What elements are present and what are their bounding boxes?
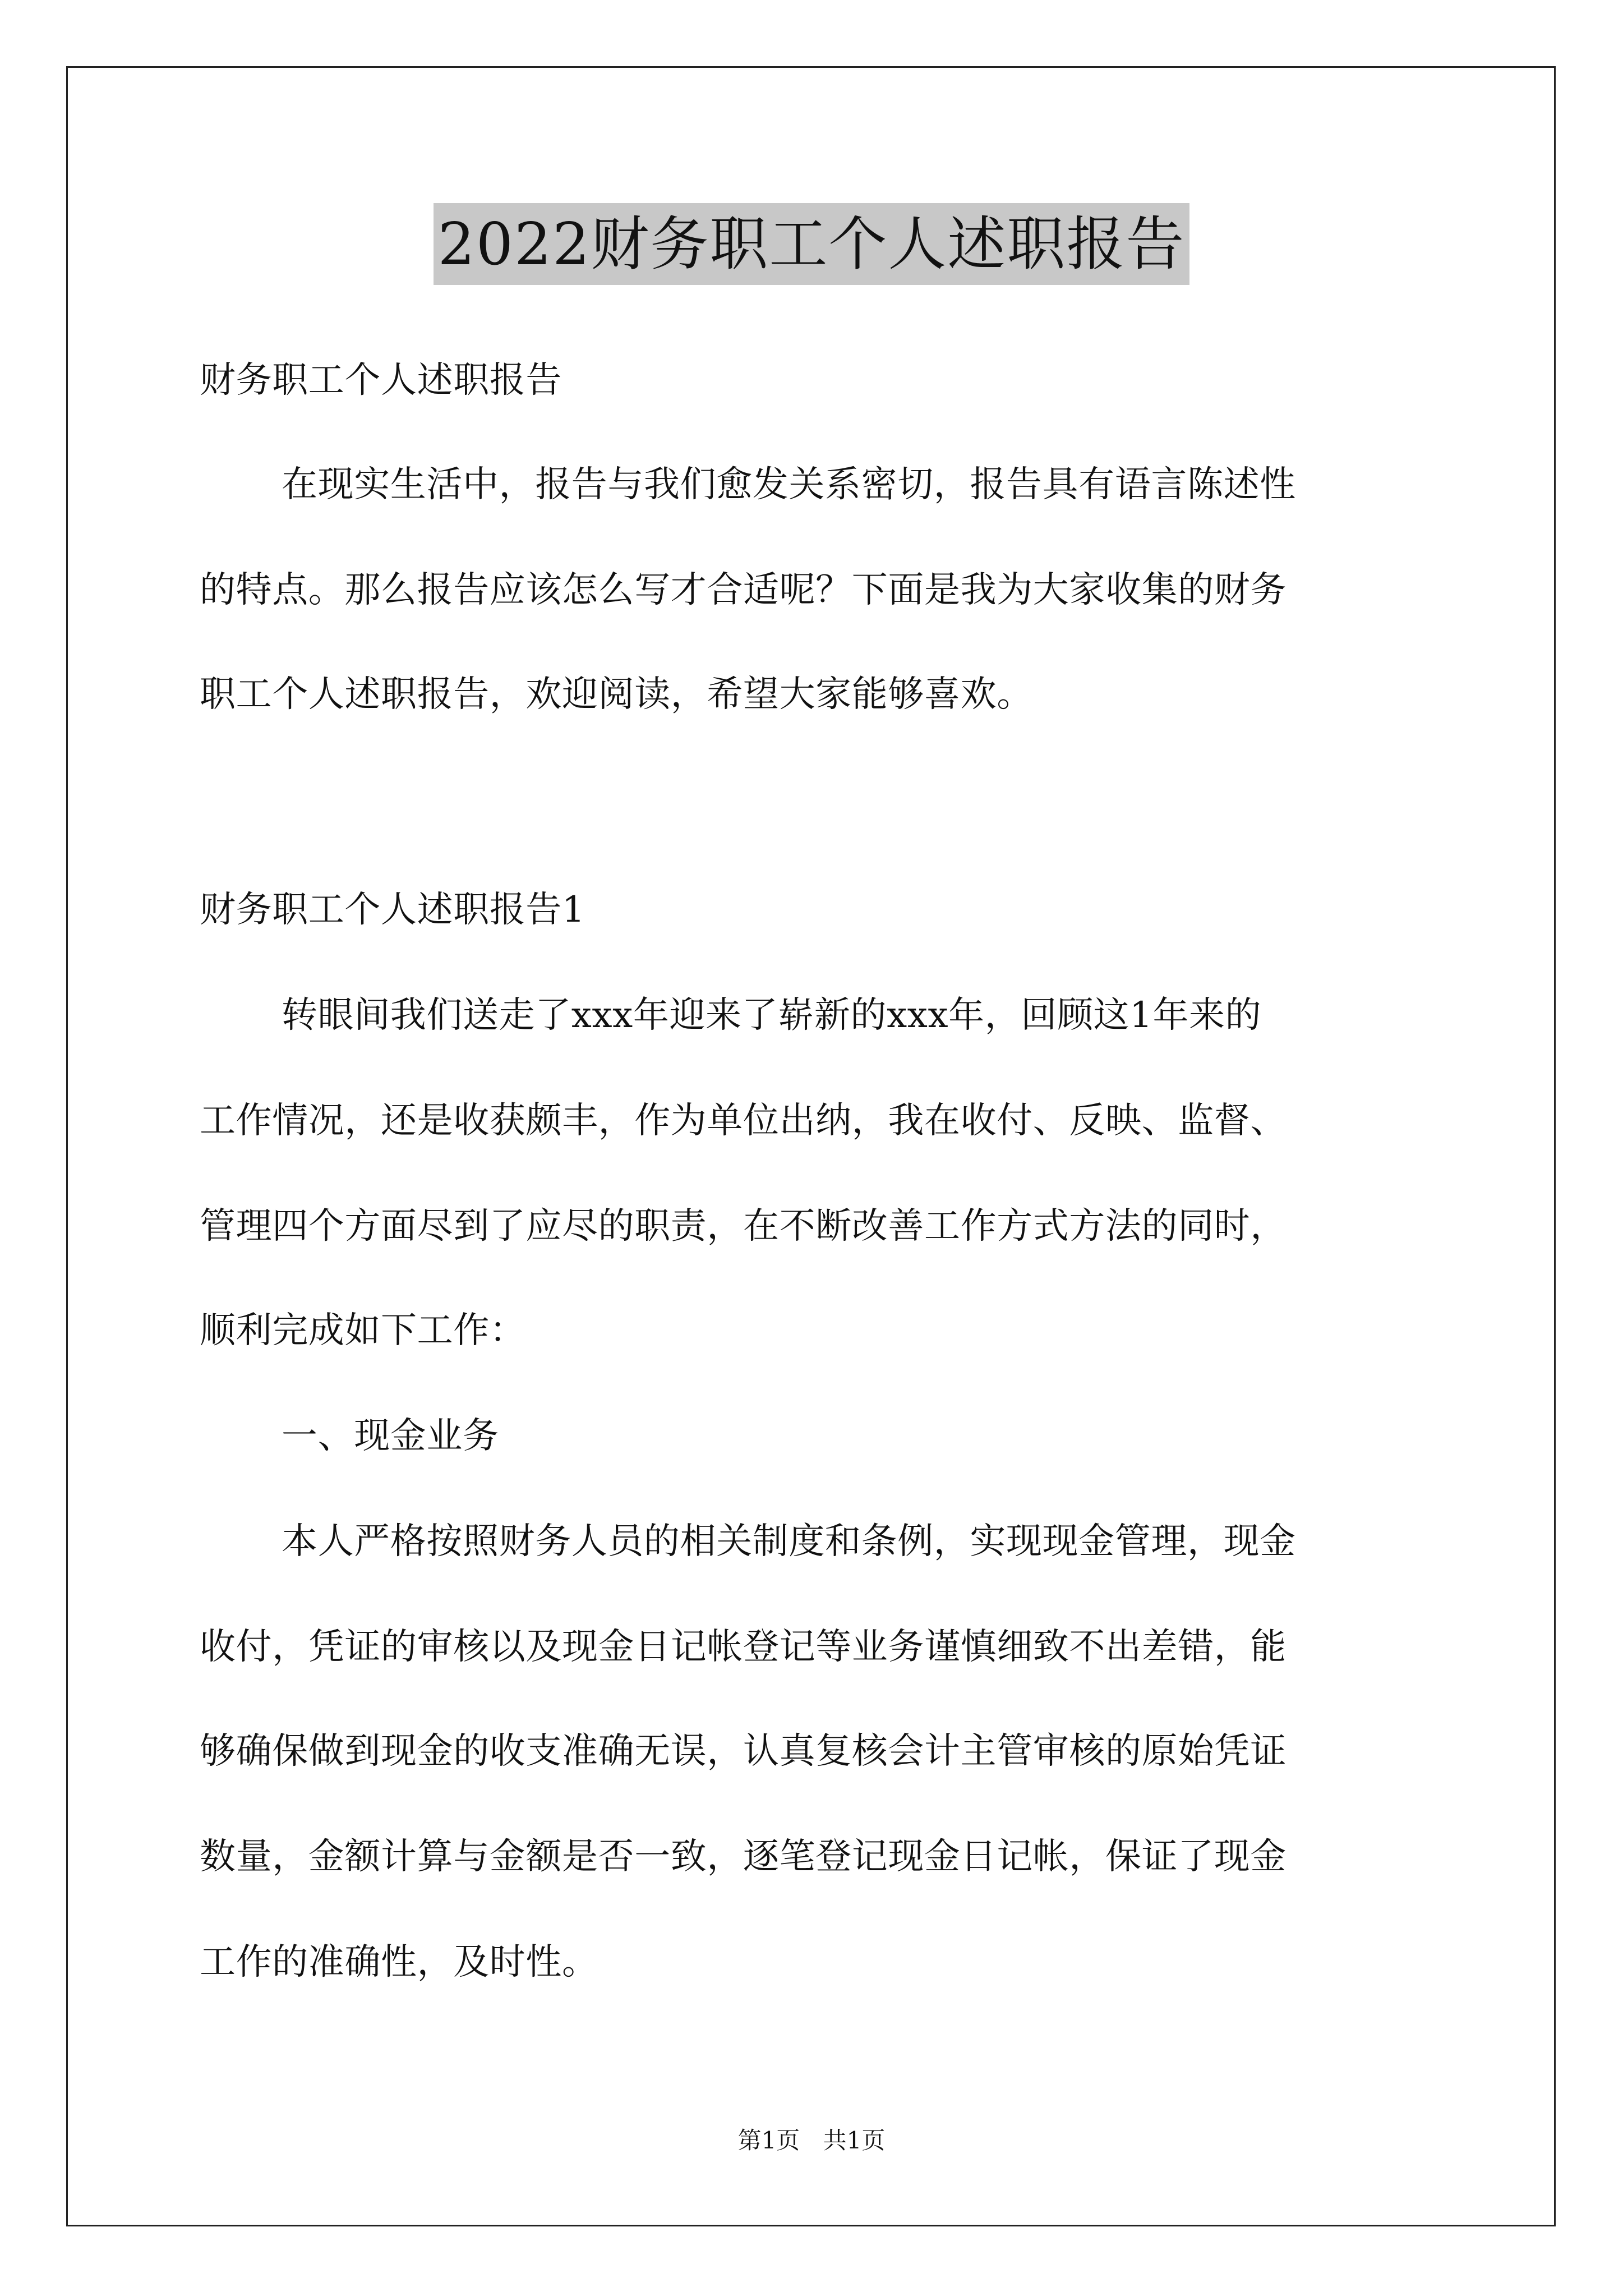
body-line: 顺利完成如下工作： (200, 1310, 526, 1351)
subtitle-line: 财务职工个人述职报告 (200, 360, 562, 401)
body-line: 的特点。那么报告应该怎么写才合适呢？下面是我为大家收集的财务 (200, 569, 1287, 611)
title-container (0, 203, 1623, 285)
body-line: 本人严格按照财务人员的相关制度和条例，实现现金管理，现金 (282, 1521, 1296, 1562)
document-title: 2022财务职工个人述职报告 (434, 203, 1190, 285)
page-total: 共1页 (823, 2127, 886, 2154)
section-heading: 财务职工个人述职报告1 (200, 889, 585, 931)
body-line: 在现实生活中，报告与我们愈发关系密切，报告具有语言陈述性 (282, 464, 1296, 505)
body-line: 收付，凭证的审核以及现金日记帐登记等业务谨慎细致不出差错，能 (200, 1626, 1287, 1668)
body-line: 够确保做到现金的收支准确无误，认真复核会计主管审核的原始凭证 (200, 1731, 1287, 1772)
page-footer (0, 2125, 1623, 2156)
body-line: 工作的准确性，及时性。 (200, 1941, 598, 1983)
body-line: 数量，金额计算与金额是否一致，逐笔登记现金日记帐，保证了现金 (200, 1836, 1287, 1878)
subsection-heading: 一、现金业务 (282, 1415, 499, 1457)
body-line: 管理四个方面尽到了应尽的职责，在不断改善工作方式方法的同时， (200, 1205, 1287, 1247)
body-line: 职工个人述职报告，欢迎阅读，希望大家能够喜欢。 (200, 674, 1033, 715)
page-number: 第1页 (737, 2127, 800, 2154)
body-line: 转眼间我们送走了xxx年迎来了崭新的xxx年，回顾这1年来的 (282, 995, 1262, 1036)
body-line: 工作情况，还是收获颇丰，作为单位出纳，我在收付、反映、监督、 (200, 1100, 1287, 1142)
